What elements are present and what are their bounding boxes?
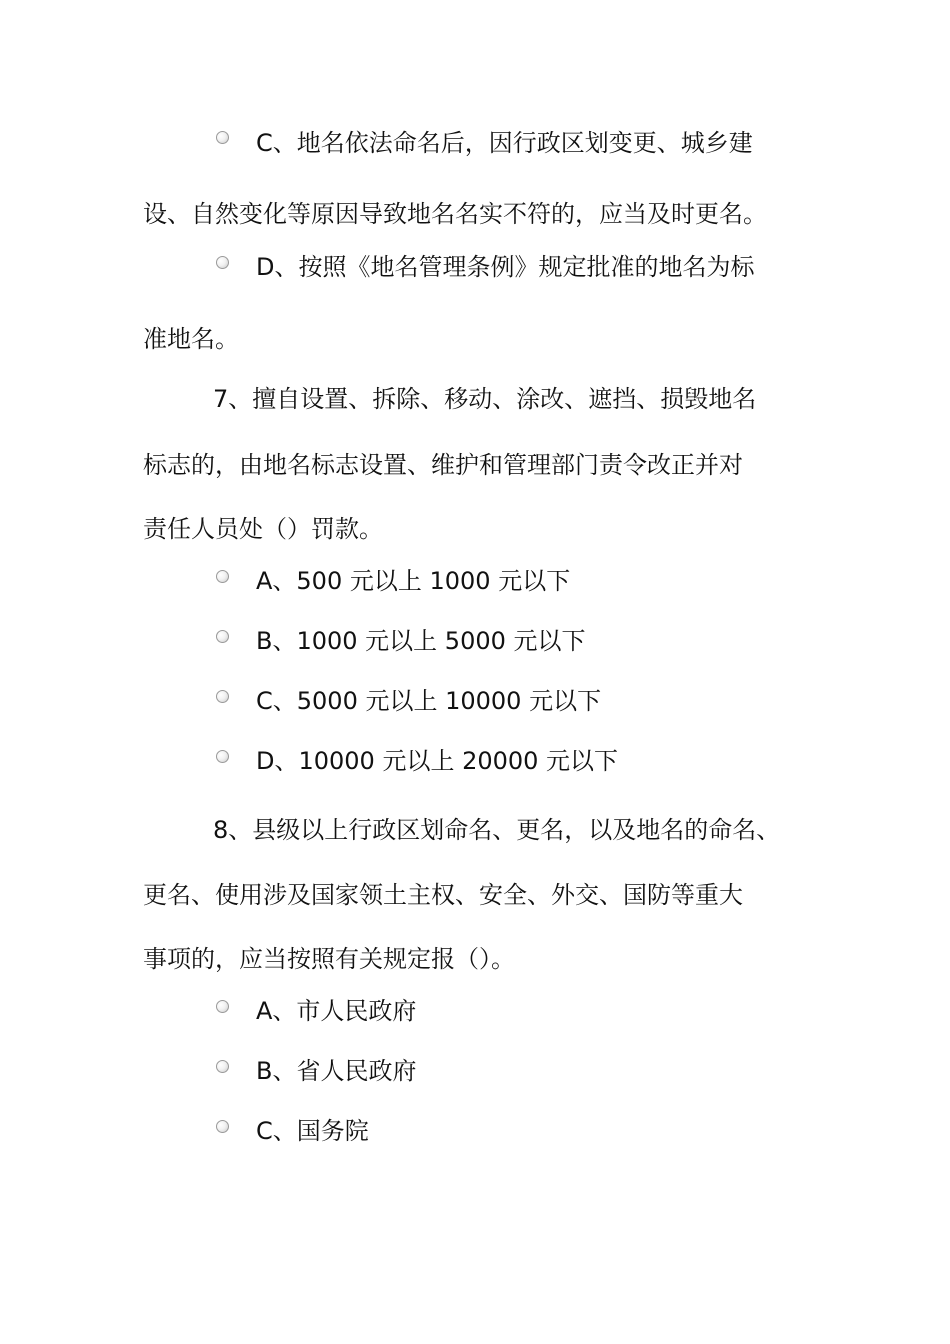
radio-q7-a[interactable] (216, 570, 229, 583)
radio-q7-b[interactable] (216, 630, 229, 643)
question-7-stem-line1: 7、擅自设置、拆除、移动、涂改、遮挡、损毁地名 (213, 385, 757, 413)
question-8-stem-line1: 8、县级以上行政区划命名、更名，以及地名的命名、 (213, 816, 781, 844)
option-q6-d-line2: 准地名。 (143, 325, 239, 353)
option-q8-b: B、省人民政府 (256, 1057, 417, 1085)
radio-q6-d[interactable] (216, 256, 229, 269)
option-q6-c-line2: 设、自然变化等原因导致地名名实不符的，应当及时更名。 (143, 200, 767, 228)
question-8-stem-line3: 事项的，应当按照有关规定报（）。 (143, 945, 515, 973)
question-7-stem-line2: 标志的，由地名标志设置、维护和管理部门责令改正并对 (143, 451, 743, 479)
option-q7-a: A、500 元以上 1000 元以下 (256, 567, 571, 595)
question-8-stem-line2: 更名、使用涉及国家领土主权、安全、外交、国防等重大 (143, 881, 743, 909)
radio-q8-c[interactable] (216, 1120, 229, 1133)
option-q7-d: D、10000 元以上 20000 元以下 (256, 747, 619, 775)
option-q6-c-line1: C、地名依法命名后，因行政区划变更、城乡建 (256, 129, 753, 157)
radio-q7-c[interactable] (216, 690, 229, 703)
option-q7-b: B、1000 元以上 5000 元以下 (256, 627, 586, 655)
option-q6-d-line1: D、按照《地名管理条例》规定批准的地名为标 (256, 253, 755, 281)
option-q8-c: C、国务院 (256, 1117, 369, 1145)
radio-q8-b[interactable] (216, 1060, 229, 1073)
option-q8-a: A、市人民政府 (256, 997, 417, 1025)
radio-q7-d[interactable] (216, 750, 229, 763)
radio-q6-c[interactable] (216, 131, 229, 144)
question-7-stem-line3: 责任人员处（）罚款。 (143, 515, 383, 543)
option-q7-c: C、5000 元以上 10000 元以下 (256, 687, 602, 715)
radio-q8-a[interactable] (216, 1000, 229, 1013)
